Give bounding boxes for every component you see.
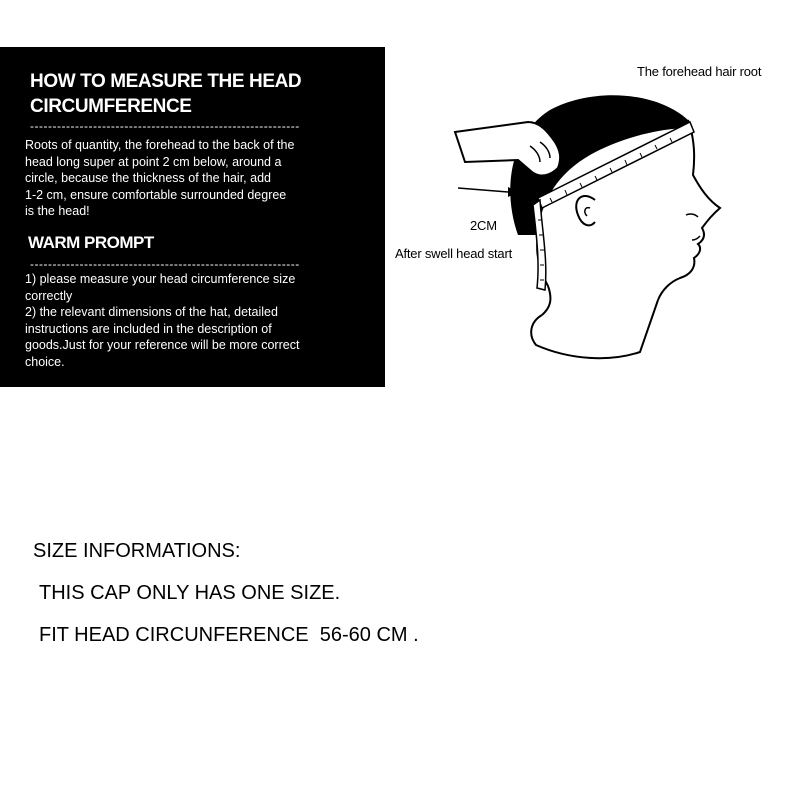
size-info-title: SIZE INFORMATIONS: [33,540,241,562]
head-diagram-icon [390,50,800,380]
size-info-circumference: FIT HEAD CIRCUNFERENCE 56-60 CM . [39,624,419,646]
measure-instructions-text: Roots of quantity, the forehead to the back of the head long super at point 2 cm below, around a circle, because the thickness of the hair, add 1-2 cm, ensure comfortable surrounded degree is the head! [25,138,295,219]
head-measurement-illustration [390,50,800,380]
divider: ------------------------------------------------------------ [30,120,300,132]
warm-prompt-heading: WARM PROMPT [28,233,154,252]
size-info-one-size: THIS CAP ONLY HAS ONE SIZE. [39,582,341,604]
forehead-hair-root-label: The forehead hair root [637,64,762,79]
measure-heading: HOW TO MEASURE THE HEAD CIRCUMFERENCE [30,71,302,117]
two-cm-label: 2CM [470,218,497,233]
size-information [33,537,419,663]
warm-prompt-text: 1) please measure your head circumference size correctly 2) the relevant dimensions of the hat, detailed instructions are included in the description of goods.Just for your reference will be more correct choice. [25,272,300,369]
divider: ------------------------------------------------------------ [30,258,300,270]
measurement-instructions-panel [0,47,385,387]
swell-head-start-label: After swell head start [395,246,512,261]
